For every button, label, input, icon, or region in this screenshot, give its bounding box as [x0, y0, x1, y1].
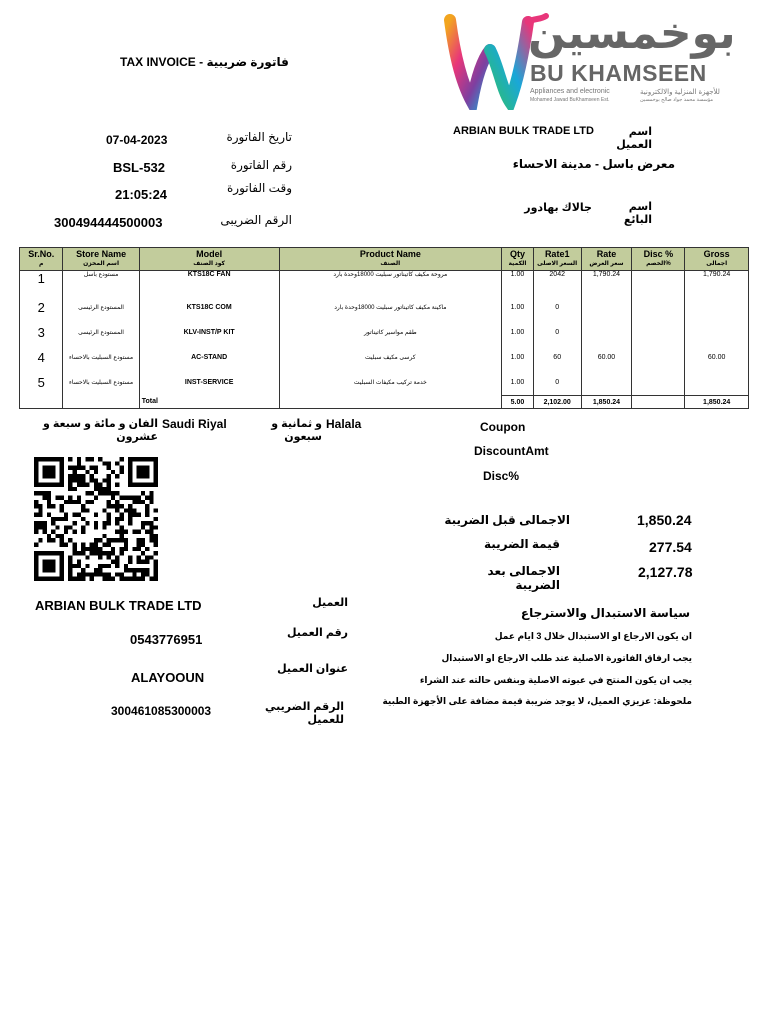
- row-sr: 2: [20, 295, 63, 320]
- row-sr: 1: [20, 271, 63, 296]
- row-disc: [632, 345, 685, 370]
- amount-riyal-ar: الفان و مائة و سبعة و عشرون: [42, 418, 158, 443]
- row-rate: [581, 320, 632, 345]
- row-store: المستودع الرئيسى: [63, 295, 139, 320]
- row-rate1: 60: [533, 345, 581, 370]
- row-rate1: 0: [533, 370, 581, 396]
- row-qty: 1.00: [502, 320, 534, 345]
- customer-label-bottom: العميل: [312, 597, 348, 609]
- total-label: Total: [139, 396, 279, 409]
- row-qty: 1.00: [502, 271, 534, 296]
- invoice-date: 07-04-2023: [106, 133, 168, 147]
- policy-line: ملحوظة: عزيزي العميل، لا يوجد ضريبة قيمة مضافة على الأجهزة الطبية: [382, 696, 692, 706]
- row-product: طقم مواسير كاتيناتور: [279, 320, 502, 345]
- customer-vat-label: الرقم الضريبي للعميل: [265, 701, 344, 726]
- logo-arabic: بوخمسين: [528, 8, 736, 59]
- row-rate: [581, 295, 632, 320]
- policy-line: ان يكون الارجاع او الاستبدال خلال 3 ايام عمل: [494, 631, 692, 641]
- total-after-vat: 2,127.78: [638, 564, 693, 580]
- row-rate1: 2042: [533, 271, 581, 296]
- invoice-time: 21:05:24: [115, 187, 168, 202]
- qr-code: [34, 456, 158, 582]
- row-store: مستودع باسل: [63, 271, 139, 296]
- disc-pct-label: Disc%: [483, 469, 520, 483]
- row-product: خدمة تركيب مكيفات السبليت: [279, 370, 502, 396]
- vat-amount-label: قيمة الضريبة: [483, 537, 560, 551]
- row-store: مستودع السبليت بالاحساء: [63, 345, 139, 370]
- total-gross: 1,850.24: [685, 396, 749, 409]
- invoice-vat-label: الرقم الضريبى: [220, 213, 292, 227]
- row-model: KTS18C FAN: [139, 271, 279, 296]
- table-row: [20, 345, 749, 370]
- coupon-label: Coupon: [480, 420, 526, 434]
- row-qty: 1.00: [502, 345, 534, 370]
- row-qty: 1.00: [502, 295, 534, 320]
- customer-vat: 300461085300003: [111, 704, 212, 718]
- row-qty: 1.00: [502, 370, 534, 396]
- table-row: [20, 370, 749, 396]
- row-model: KTS18C COM: [139, 295, 279, 320]
- header-sr: Sr.No. م: [20, 248, 63, 271]
- header-product: Product Name الصنف: [279, 248, 502, 271]
- row-model: AC-STAND: [139, 345, 279, 370]
- row-disc: [632, 271, 685, 296]
- logo-english: BU KHAMSEEN: [530, 60, 707, 86]
- row-product: ماكينة مكيف كاتيناتور سبليت 18000وحدة بارد: [279, 295, 502, 320]
- row-disc: [632, 295, 685, 320]
- policy-line: يجب ان يكون المنتج في عبوته الاصلية وبنفس حالته عند الشراء: [419, 675, 692, 685]
- row-gross: [685, 295, 749, 320]
- row-store: مستودع السبليت بالاحساء: [63, 370, 139, 396]
- invoice-time-label: وقت الفاتورة: [227, 181, 292, 195]
- amount-riyal: Saudi Riyal: [162, 417, 227, 431]
- invoice-number: BSL-532: [113, 160, 166, 175]
- customer-name: ARBIAN BULK TRADE LTD: [453, 125, 594, 137]
- row-product: مروحة مكيف كاتيناتور سبليت 18000وحدة بارد: [279, 271, 502, 296]
- total-rate1: 2,102.00: [533, 396, 581, 409]
- row-gross: 60.00: [685, 345, 749, 370]
- amount-halala-ar: و ثمانية و سبعون: [271, 418, 322, 443]
- seller-name: جالاك بهادور: [524, 202, 592, 214]
- table-row: [20, 295, 749, 320]
- customer-phone-label: رقم العميل: [286, 627, 348, 639]
- logo-tagline-en: Appliances and electronic: [530, 88, 610, 95]
- showroom-name: معرض باسل - مدينة الاحساء: [512, 157, 675, 171]
- row-sr: 3: [20, 320, 63, 345]
- row-model: INST-SERVICE: [139, 370, 279, 396]
- row-gross: [685, 320, 749, 345]
- row-sr: 5: [20, 370, 63, 396]
- row-model: KLV-INST/P KIT: [139, 320, 279, 345]
- header-model: Model كود الصنف: [139, 248, 279, 271]
- seller-label: اسم البائع: [623, 201, 652, 226]
- table-total-row: [20, 396, 749, 409]
- row-rate: 1,790.24: [581, 271, 632, 296]
- policy-line: يجب ارفاق الفاتورة الاصلية عند طلب الارجاع او الاستبدال: [441, 653, 692, 663]
- total-after-vat-label: الاجمالى بعد الضريبة: [487, 564, 560, 592]
- customer-address: ALAYOOUN: [131, 670, 205, 685]
- header-rate: Rate سعر العرض: [581, 248, 632, 271]
- total-before-vat-label: الاجمالى قبل الضريبة: [444, 513, 570, 527]
- total-qty: 5.00: [502, 396, 534, 409]
- header-disc: Disc % الخصم%: [632, 248, 685, 271]
- vat-amount: 277.54: [649, 539, 692, 555]
- customer-bottom: ARBIAN BULK TRADE LTD: [35, 598, 202, 613]
- table-row: [20, 320, 749, 345]
- row-product: كرسى مكيف سبليت: [279, 345, 502, 370]
- row-gross: [685, 370, 749, 396]
- customer-name-label: اسم العميل: [616, 126, 652, 151]
- row-store: المستودع الرئيسى: [63, 320, 139, 345]
- header-gross: Gross اجمالى: [685, 248, 749, 271]
- row-gross: 1,790.24: [685, 271, 749, 296]
- logo-sub-ar: مؤسسة محمد جواد صالح بوخمسين: [640, 97, 714, 103]
- row-disc: [632, 370, 685, 396]
- table-row: [20, 271, 749, 296]
- invoice-number-label: رقم الفاتورة: [230, 158, 292, 172]
- page-title: TAX INVOICE - فاتورة ضريبية: [120, 55, 289, 69]
- discount-amt-label: DiscountAmt: [474, 444, 549, 458]
- row-rate1: 0: [533, 295, 581, 320]
- header-store: Store Name اسم المخزن: [63, 248, 139, 271]
- invoice-vat: 300494444500003: [54, 215, 163, 230]
- logo-tagline-ar: للأجهزة المنزلية والالكترونية: [640, 89, 720, 96]
- header-rate1: Rate1 السعر الاصلى: [533, 248, 581, 271]
- header-qty: Qty الكمية: [502, 248, 534, 271]
- row-sr: 4: [20, 345, 63, 370]
- customer-address-label: عنوان العميل: [277, 663, 348, 675]
- row-rate1: 0: [533, 320, 581, 345]
- row-disc: [632, 320, 685, 345]
- invoice-date-label: تاريخ الفاتورة: [226, 130, 292, 144]
- items-table: [19, 247, 749, 409]
- row-rate: 60.00: [581, 345, 632, 370]
- total-before-vat: 1,850.24: [637, 512, 692, 528]
- row-rate: [581, 370, 632, 396]
- total-rate: 1,850.24: [581, 396, 632, 409]
- table-header-row: [20, 248, 749, 271]
- amount-halala: Halala: [326, 417, 362, 431]
- policy-title: سياسة الاستبدال والاسترجاع: [520, 606, 690, 620]
- customer-phone: 0543776951: [130, 632, 203, 647]
- logo-sub-en: Mohamed Jawad BuKhamseen Est.: [530, 97, 610, 103]
